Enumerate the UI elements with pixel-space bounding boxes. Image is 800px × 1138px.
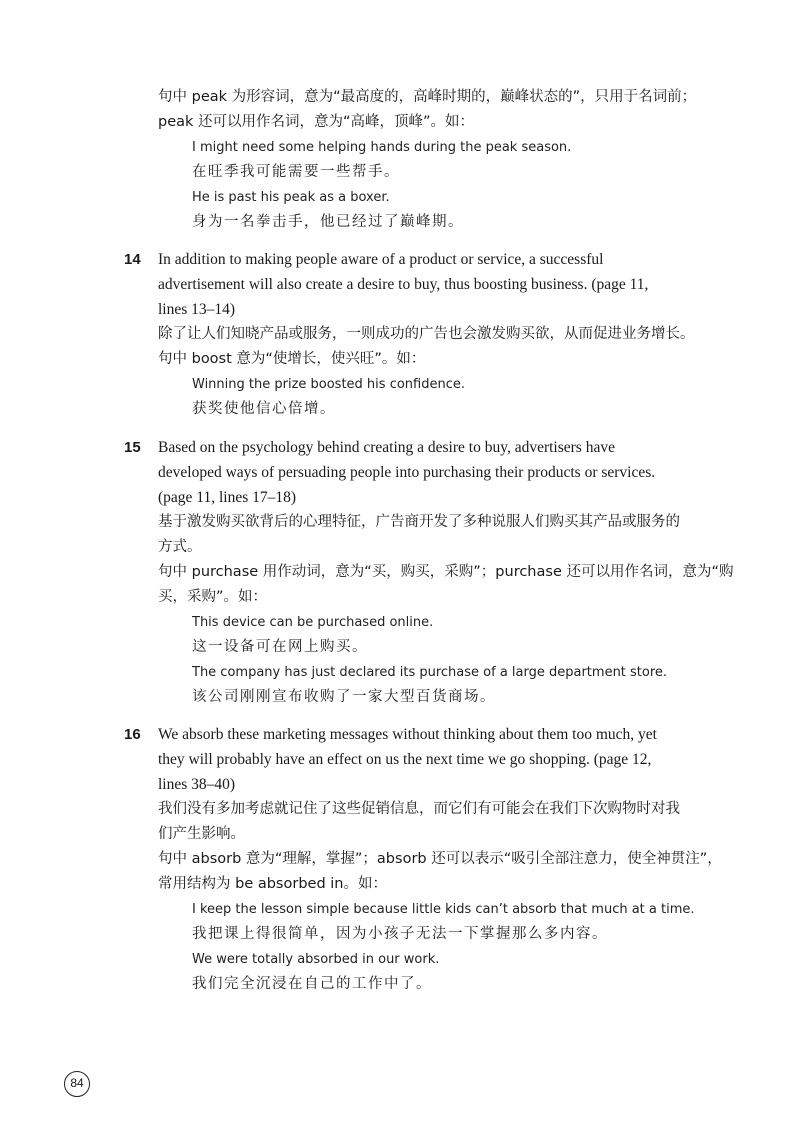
- note-line: 句中 peak 为形容词，意为“最高度的，高峰时期的，巅峰状态的”，只用于名词前；: [158, 89, 697, 105]
- example-en: I keep the lesson simple because little kids can’t absorb that much at a time.: [192, 902, 695, 917]
- page-number: 84: [64, 1071, 90, 1097]
- item-number: 14: [124, 251, 141, 268]
- sentence-line: Based on the psychology behind creating a desire to buy, advertisers have: [158, 439, 615, 456]
- example-en: Winning the prize boosted his confidence.: [192, 377, 465, 392]
- example-en: The company has just declared its purchase of a large department store.: [192, 665, 668, 680]
- translation-line: 我们没有多加考虑就记住了这些促销信息，而它们有可能会在我们下次购物时对我: [158, 801, 680, 817]
- translation-line: 们产生影响。: [158, 826, 245, 842]
- item-number: 16: [124, 726, 141, 743]
- note-line: 买，采购”。如：: [158, 589, 268, 605]
- example-zh: 在旺季我可能需要一些帮手。: [192, 164, 400, 180]
- example-zh: 该公司刚刚宣布收购了一家大型百货商场。: [192, 689, 496, 705]
- example-en: He is past his peak as a boxer.: [192, 190, 390, 205]
- sentence-line: developed ways of persuading people into purchasing their products or services.: [158, 464, 656, 481]
- example-en: We were totally absorbed in our work.: [192, 952, 440, 967]
- item-14: [158, 247, 718, 422]
- translation-line: 基于激发购买欲背后的心理特征，广告商开发了多种说服人们购买其产品或服务的: [158, 514, 680, 530]
- note-line: 句中 purchase 用作动词，意为“买，购买，采购”；purchase 还可以用作名词，意为“购: [158, 564, 734, 580]
- sentence-line: advertisement will also create a desire to buy, thus boosting business. (page 11,: [158, 276, 649, 293]
- example-zh: 身为一名拳击手，他已经过了巅峰期。: [192, 214, 464, 230]
- item-16: [158, 722, 722, 997]
- item-15: [158, 435, 734, 710]
- example-zh: 我们完全沉浸在自己的工作中了。: [192, 976, 432, 992]
- example-zh: 获奖使他信心倍增。: [192, 401, 336, 417]
- example-en: This device can be purchased online.: [192, 615, 434, 630]
- sentence-line: they will probably have an effect on us the next time we go shopping. (page 12,: [158, 751, 652, 768]
- sentence-line: We absorb these marketing messages without thinking about them too much, yet: [158, 726, 657, 743]
- example-en: I might need some helping hands during the peak season.: [192, 140, 572, 155]
- sentence-line: In addition to making people aware of a product or service, a successful: [158, 251, 604, 268]
- intro-section: [158, 85, 718, 235]
- item-number: 15: [124, 439, 141, 456]
- translation-line: 除了让人们知晓产品或服务，一则成功的广告也会激发购买欲，从而促进业务增长。: [158, 326, 695, 342]
- sentence-line: lines 13–14): [158, 301, 236, 318]
- sentence-line: lines 38–40): [158, 776, 236, 793]
- note-line: peak 还可以用作名词，意为“高峰，顶峰”。如：: [158, 114, 475, 130]
- note-line: 句中 boost 意为“使增长，使兴旺”。如：: [158, 351, 426, 367]
- example-zh: 这一设备可在网上购买。: [192, 639, 368, 655]
- example-zh: 我把课上得很简单，因为小孩子无法一下掌握那么多内容。: [192, 926, 608, 942]
- note-line: 句中 absorb 意为“理解，掌握”；absorb 还可以表示“吸引全部注意力，使全神贯注”，: [158, 851, 722, 867]
- note-line: 常用结构为 be absorbed in。如：: [158, 876, 387, 892]
- sentence-line: (page 11, lines 17–18): [158, 489, 297, 506]
- translation-line: 方式。: [158, 539, 202, 555]
